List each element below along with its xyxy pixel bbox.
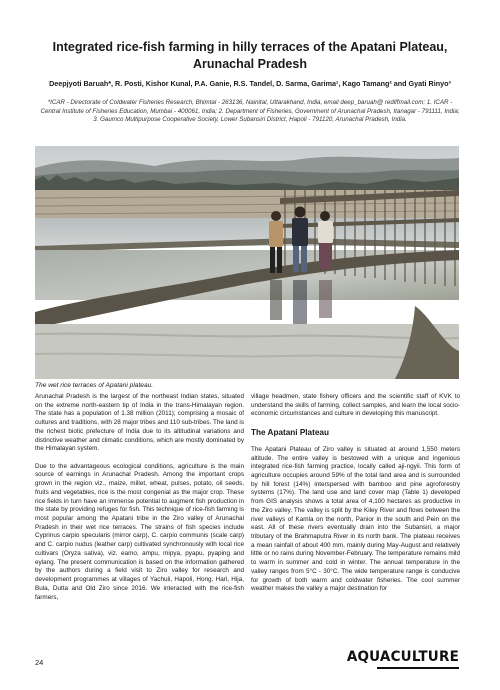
rice-terrace-photo xyxy=(35,146,459,379)
page-footer xyxy=(35,648,459,671)
brand-underline xyxy=(377,667,459,669)
magazine-brand: AQUACULTURE xyxy=(346,648,459,666)
section-heading: The Apatani Plateau xyxy=(251,427,329,437)
article-title xyxy=(30,39,470,73)
paragraph: Arunachal Pradesh is the largest of the northeast Indian states, situated on the extreme north-eastern tip of India in the trans-Himalayan region. The state has a population of 1.38 million (2011); comprising a mosaic of cultures and traditions, with 28 major tribes and 110 sub-tribes. The land is the richest biotic prefecture of India due to its altitudinal variations and distinctive weather and climatic conditions, which are mostly dominated by the Himalayan system. xyxy=(35,393,244,453)
body-column-left xyxy=(35,393,244,611)
author-list: Deepjyoti Baruah*, R. Posti, Kishor Kunal, P.A. Ganie, R.S. Tandel, D. Sarma, Garima¹, Kago Tamang² and Gyati Rinyo³ xyxy=(49,79,451,88)
paragraph: village headmen, state fishery officers and the scientific staff of KVK to understand the skills of farming, collect samples, and learn the local socio-economic circumstances and culture in developing this manuscript. xyxy=(251,393,460,418)
paragraph: The Apatani Plateau of Ziro valley is situated at around 1,550 meters altitude. The entire valley is bestowed with a unique and ingenious integrated rice-fish farming practice, locally called aji-ngyii. This form of agriculture occupies around 59% of the total land area and is surrounded by hill forest (14%) interspersed with bamboo and pine agroforestry systems (17%). The land use and land cover map (Table 1) developed from GIS analysis shows a total area of 4,100 hectares as productive in the Ziro valley. The valley is split by the Kiley River and flows between the river valleys of Kamla on the north, Panior in the south and Pein on the east. All of these rivers eventually drain into the Subansiri, a major tributary of the Brahmaputra River in its north bank. The plateau receives a mean rainfall of about 400 mm, mainly during May-August and relatively little or no rains during November-February. The temperature remains mild to warm in summer and cold in winter. The annual temperature in the valley ranges from 5°C - 30°C. The wide temperature range is conducive for growth of both warm and coldwater fisheries. The cool summer weather makes the valley a major destination for xyxy=(251,445,460,593)
paragraph: Due to the advantageous ecological conditions, agriculture is the main source of earnings in Arunachal Pradesh. Among the important crops grown in the region viz., maize, millet, wheat, pulses, potato, oil seeds, fruits and vegetables, rice is the most congenial as the major crop. These rice fields in turn have an immense potential to augment fish production in the state by providing refuges for fish. This technique of rice-fish farming is most popular among the Apatani tribe in the Ziro valley of Arunachal Pradesh in their wet rice terraces. The strains of fish species include Cyprinus carpio specularis (mirror carp), C. carpio communis (scale carp) and C. carpio nudus (leather carp) cultivated synchronously with local rice cultivars (Oryza sativa), viz. eamo, ampu, mipya, pyapu, pyaping and eylang. The present communication is based on the information gathered by the authors during a field visit to Ziro valley for research and development programmes at villages of Yachuli, Hapoli, Hong, Hari, Hija, Bula, Dutta and Old Ziro since 2016. We interacted with the rice-fish farmers, xyxy=(35,462,244,601)
photo-caption: The wet rice terraces of Apatani plateau. xyxy=(35,382,154,389)
photo-illustration xyxy=(35,146,459,379)
page-number: 24 xyxy=(35,658,44,667)
body-column-right xyxy=(251,393,460,603)
title-line-1: Integrated rice-fish farming in hilly terraces of the Apatani Plateau, xyxy=(52,40,448,54)
affiliations: *ICAR - Directorate of Coldwater Fisheries Research, Bhimtal - 263136, Nainital, Uttarakhand, India, email deep_baruah@ rediffmail.com; 1. ICAR - Central Institute of Fisheries Education, Mumbai - 400061, India; 2. Department of Fisheries, Government of Arunachal Pradesh, Itanagar - 791111, India; 3. Gaumco Multipurpose Cooperative Society, Lower Subansiri District, Hapoli - 791120, Arunachal Pradesh, India. xyxy=(40,99,460,124)
title-line-2: Arunachal Pradesh xyxy=(193,57,307,71)
people-figures xyxy=(269,207,333,274)
